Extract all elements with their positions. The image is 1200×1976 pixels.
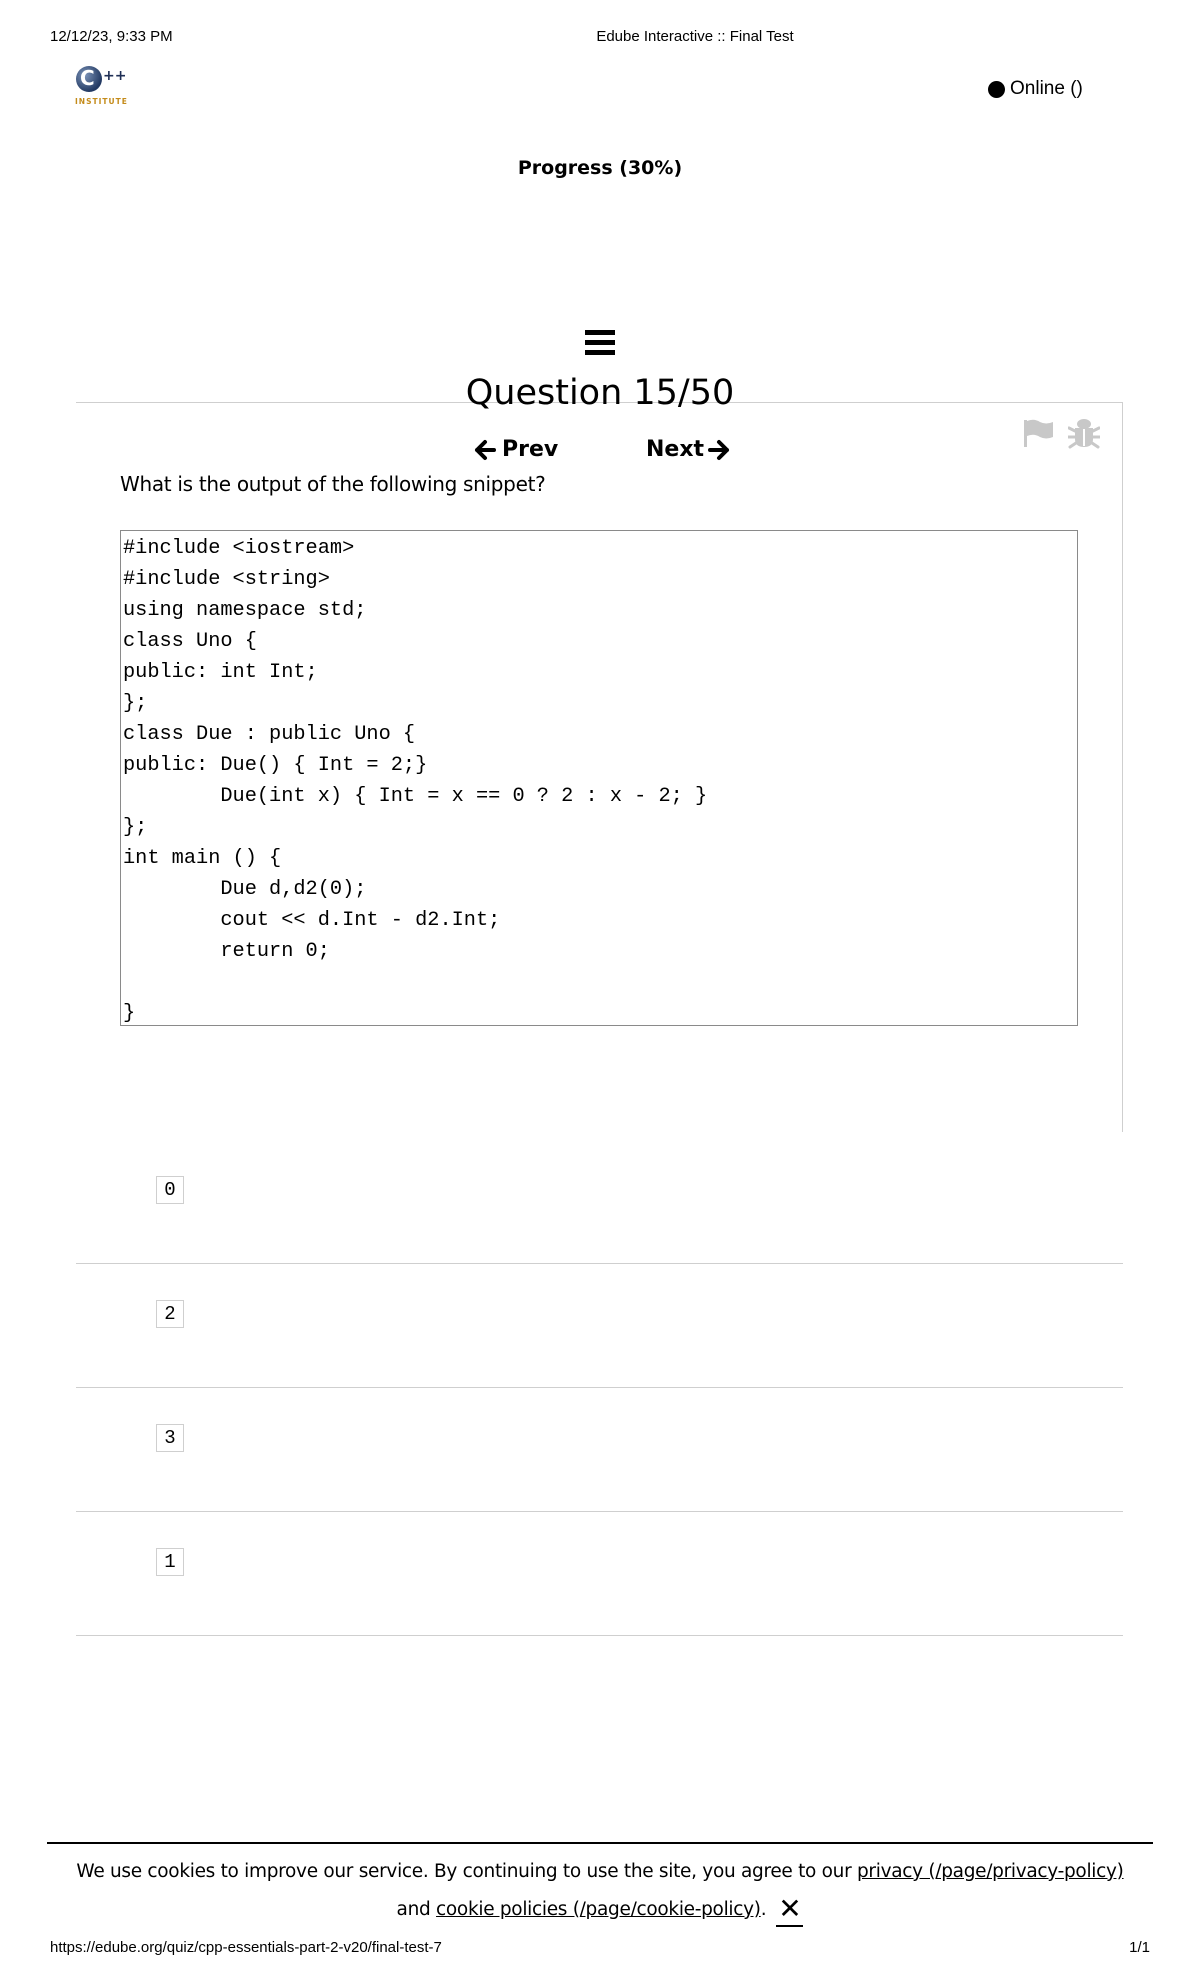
code-line: } xyxy=(123,1002,136,1025)
answer-option-0[interactable] xyxy=(76,1140,1123,1264)
progress-label: Progress (30%) xyxy=(517,157,683,179)
code-line: }; xyxy=(123,816,148,839)
answer-option-3[interactable] xyxy=(76,1512,1123,1636)
prev-button[interactable] xyxy=(474,437,558,462)
hamburger-icon[interactable] xyxy=(585,330,615,356)
code-line: }; xyxy=(123,692,148,715)
status-dot-icon xyxy=(988,81,1005,98)
close-icon[interactable]: ✕ xyxy=(778,1892,802,1925)
answer-option-value: 3 xyxy=(156,1424,184,1452)
code-line: cout << d.Int - d2.Int; xyxy=(123,909,501,932)
question-prompt: What is the output of the following snippet? xyxy=(120,472,546,496)
answer-option-1[interactable] xyxy=(76,1264,1123,1388)
online-status-label: Online () xyxy=(1010,78,1083,99)
print-doc-title: Edube Interactive :: Final Test xyxy=(596,28,794,45)
code-line: public: int Int; xyxy=(123,661,318,684)
code-line: Due d,d2(0); xyxy=(123,878,367,901)
cookie-and: and xyxy=(396,1899,437,1920)
code-snippet xyxy=(120,530,1078,1026)
answer-option-2[interactable] xyxy=(76,1388,1123,1512)
code-line: public: Due() { Int = 2;} xyxy=(123,754,428,777)
answer-option-value: 1 xyxy=(156,1548,184,1576)
code-line: int main () { xyxy=(123,847,282,870)
next-button-label: Next xyxy=(646,437,705,462)
answer-option-value: 0 xyxy=(156,1176,184,1204)
arrow-right-icon xyxy=(708,439,730,461)
print-page-number: 1/1 xyxy=(1129,1939,1150,1956)
arrow-left-icon xyxy=(474,439,496,461)
question-card-right-border xyxy=(1122,402,1123,1132)
code-line: return 0; xyxy=(123,940,330,963)
privacy-policy-link[interactable]: privacy (/page/privacy-policy) xyxy=(856,1861,1124,1882)
flag-icon[interactable] xyxy=(1022,418,1054,448)
cookie-banner xyxy=(60,1853,1140,1929)
code-line: Due(int x) { Int = x == 0 ? 2 : x - 2; } xyxy=(123,785,708,808)
logo-plus: ++ xyxy=(103,68,127,84)
cookie-banner-border xyxy=(47,1842,1153,1844)
code-line: class Uno { xyxy=(123,630,257,653)
code-line: #include <string> xyxy=(123,568,330,591)
next-button[interactable] xyxy=(646,437,730,462)
logo-caption: INSTITUTE xyxy=(75,97,128,106)
online-status xyxy=(988,78,1083,100)
code-line: #include <iostream> xyxy=(123,537,355,560)
question-title: Question 15/50 xyxy=(465,373,735,413)
cookie-text-end: . xyxy=(760,1899,767,1920)
cpp-institute-logo[interactable] xyxy=(70,62,130,110)
code-line: using namespace std; xyxy=(123,599,367,622)
prev-button-label: Prev xyxy=(502,437,559,462)
cookie-text: We use cookies to improve our service. By continuing to use the site, you agree to our xyxy=(76,1861,857,1882)
bug-icon[interactable] xyxy=(1068,415,1100,449)
print-url: https://edube.org/quiz/cpp-essentials-part-2-v20/final-test-7 xyxy=(50,1939,442,1956)
print-datetime: 12/12/23, 9:33 PM xyxy=(50,28,173,45)
answer-option-value: 2 xyxy=(156,1300,184,1328)
cookie-policy-link[interactable]: cookie policies (/page/cookie-policy) xyxy=(436,1899,761,1920)
code-line: class Due : public Uno { xyxy=(123,723,416,746)
logo-mark-letter: C xyxy=(80,66,95,90)
